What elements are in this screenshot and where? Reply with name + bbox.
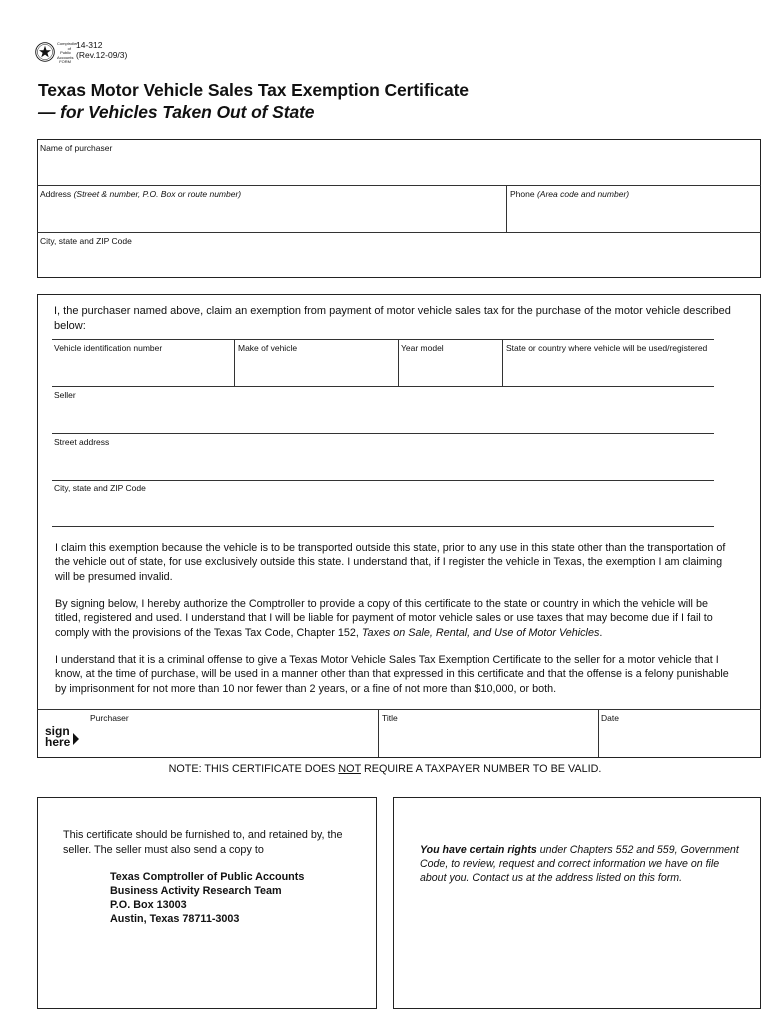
agency-name: Comptroller of Public Accounts FORM [57, 41, 78, 65]
purchaser-name-field[interactable] [38, 152, 760, 184]
form-subtitle: — for Vehicles Taken Out of State [38, 102, 315, 122]
divider [598, 709, 599, 757]
divider [234, 339, 235, 386]
purchaser-city-label: City, state and ZIP Code [40, 236, 132, 246]
seller-city-label: City, state and ZIP Code [54, 483, 146, 493]
form-title: Texas Motor Vehicle Sales Tax Exemption Certificate [38, 80, 469, 100]
divider [52, 526, 714, 527]
purchaser-name-label: Name of purchaser [40, 143, 113, 153]
privacy-rights-box [393, 797, 761, 1009]
year-label: Year model [401, 343, 444, 353]
purchaser-address-label: Address (Street & number, P.O. Box or route number) [40, 189, 242, 199]
purchaser-signature-field[interactable] [88, 723, 376, 755]
vin-label: Vehicle identification number [54, 343, 163, 353]
signer-title-label: Title [382, 713, 398, 723]
signer-title-field[interactable] [380, 723, 596, 755]
comptroller-mailing-address: Texas Comptroller of Public Accounts Business Activity Research Team P.O. Box 13003 Austin, Texas 78711-3003 [110, 871, 305, 925]
privacy-rights-notice: You have certain rights under Chapters 552 and 559, Government Code, to review, request and correct information we have on file about you. Contact us at the address listed on this form. [420, 844, 739, 885]
phone-field[interactable] [508, 199, 760, 231]
make-field[interactable] [236, 353, 396, 385]
divider [398, 339, 399, 386]
divider [502, 339, 503, 386]
penalty-statement: I understand that it is a criminal offense to give a Texas Motor Vehicle Sales Tax Exemption Certificate to the seller for a motor vehicle that I know, at the time of purchase, will be used in a manner other than that expressed in this certificate and that the offense is a felony punishable by imprisonment for not more than 10 nor fewer than 2 years, or a fine of not more than $10,000, or both. [55, 654, 729, 695]
vin-field[interactable] [53, 353, 233, 385]
furnish-instructions: This certificate should be furnished to, and retained by, the seller. The seller must also send a copy to [63, 829, 343, 856]
authorization-statement: By signing below, I hereby authorize the Comptroller to provide a copy of this certificate to the state or country in which the vehicle will be titled, registered and used. I understand that I will be liable for payment of motor vehicle sales or use taxes that may become due if I fail to comply with the provisions of the Texas Tax Code, Chapter 152, Taxes on Sale, Rental, and Use of Motor Vehicles. [55, 598, 713, 639]
claim-statement: I, the purchaser named above, claim an exemption from payment of motor vehicle sales tax for the purchase of the motor vehicle described below: [54, 305, 731, 332]
divider [52, 433, 714, 434]
purchaser-address-field[interactable] [38, 199, 504, 231]
divider [52, 386, 714, 387]
transport-statement: I claim this exemption because the vehicle is to be transported outside this state, prior to any use in this state other than the transportation of the vehicle out of state, for use exclusively outside this state. I understand that, if I register the vehicle in Texas, the exemption I am claiming will be presumed invalid. [55, 542, 726, 583]
seller-street-field[interactable] [53, 447, 713, 479]
form-number: 14-312 (Rev.12-09/3) [76, 40, 128, 60]
divider [37, 185, 761, 186]
state-label: State or country where vehicle will be used/registered [506, 343, 708, 353]
form-revision: (Rev.12-09/3) [76, 50, 128, 60]
year-field[interactable] [400, 353, 500, 385]
seller-field[interactable] [53, 400, 713, 432]
divider [506, 185, 507, 232]
divider [52, 339, 714, 340]
phone-label: Phone (Area code and number) [510, 189, 630, 199]
make-label: Make of vehicle [238, 343, 298, 353]
date-label: Date [601, 713, 619, 723]
divider [378, 709, 379, 757]
comptroller-seal-icon [35, 42, 55, 62]
divider [52, 480, 714, 481]
seller-street-label: Street address [54, 437, 110, 447]
purchaser-city-field[interactable] [38, 246, 760, 276]
divider [37, 709, 761, 710]
seller-city-field[interactable] [53, 493, 713, 525]
seller-label: Seller [54, 390, 76, 400]
taxpayer-number-note: NOTE: THIS CERTIFICATE DOES NOT REQUIRE A TAXPAYER NUMBER TO BE VALID. [168, 763, 602, 775]
date-field[interactable] [600, 723, 758, 755]
divider [37, 232, 761, 233]
state-field[interactable] [504, 353, 712, 385]
purchaser-signature-label: Purchaser [90, 713, 129, 723]
arrow-right-icon [73, 733, 79, 745]
sign-here-marker: sign here [45, 724, 71, 749]
